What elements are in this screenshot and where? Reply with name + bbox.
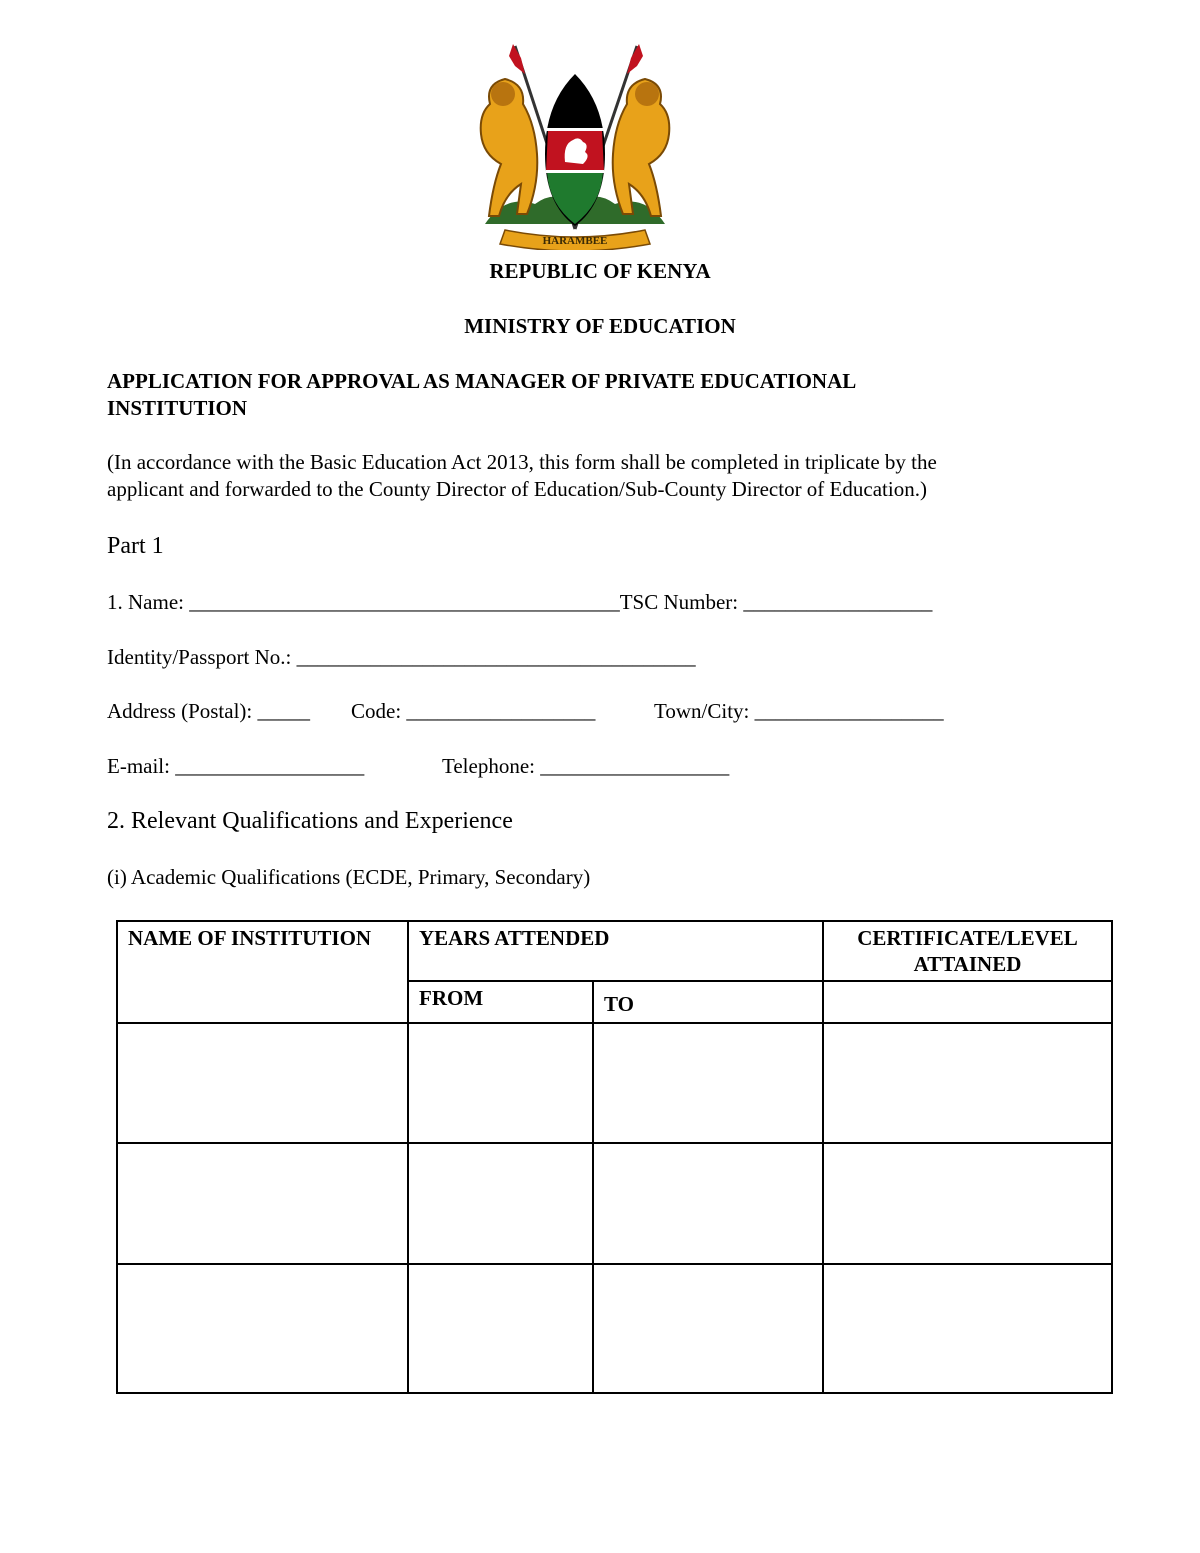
academic-qualifications-table <box>116 920 1113 1394</box>
cell-from[interactable] <box>408 1264 593 1393</box>
cell-institution[interactable] <box>117 1023 408 1143</box>
instructions-line-2: applicant and forwarded to the County Director of Education/Sub-County Director of Education.) <box>107 477 927 501</box>
cell-to[interactable] <box>593 1264 823 1393</box>
part-1-heading: Part 1 <box>107 533 164 559</box>
table-row <box>117 1143 1112 1264</box>
town-city-field[interactable]: Town/City: __________________ <box>654 699 944 723</box>
header-from: FROM <box>408 981 593 1023</box>
cell-to[interactable] <box>593 1023 823 1143</box>
qualifications-heading: 2. Relevant Qualifications and Experience <box>107 808 513 834</box>
ministry-heading: MINISTRY OF EDUCATION <box>464 314 736 338</box>
coat-of-arms-emblem <box>465 44 685 250</box>
telephone-field[interactable]: Telephone: __________________ <box>442 754 730 778</box>
header-certificate: CERTIFICATE/LEVEL ATTAINED <box>823 921 1112 981</box>
instructions-line-1: (In accordance with the Basic Education Act 2013, this form shall be completed in triplicate by the <box>107 450 937 474</box>
form-title-line-2: INSTITUTION <box>107 396 248 420</box>
form-title-line-1: APPLICATION FOR APPROVAL AS MANAGER OF PRIVATE EDUCATIONAL <box>107 369 857 393</box>
cell-certificate[interactable] <box>823 1264 1112 1393</box>
name-tsc-field[interactable]: 1. Name: _________________________________________TSC Number: __________________ <box>107 590 933 614</box>
table-header-row <box>117 921 1112 981</box>
header-institution: NAME OF INSTITUTION <box>117 921 408 1023</box>
header-to: TO <box>593 981 823 1023</box>
cell-from[interactable] <box>408 1143 593 1264</box>
header-certificate-blank <box>823 981 1112 1023</box>
cell-institution[interactable] <box>117 1264 408 1393</box>
identity-passport-field[interactable]: Identity/Passport No.: ______________________________________ <box>107 645 696 669</box>
cell-certificate[interactable] <box>823 1023 1112 1143</box>
address-postal-field[interactable]: Address (Postal): _____ <box>107 699 310 723</box>
republic-heading: REPUBLIC OF KENYA <box>489 259 711 283</box>
code-field[interactable]: Code: __________________ <box>351 699 596 723</box>
academic-qualifications-subheading: (i) Academic Qualifications (ECDE, Primary, Secondary) <box>107 865 591 889</box>
header-years-attended: YEARS ATTENDED <box>408 921 823 981</box>
cell-to[interactable] <box>593 1143 823 1264</box>
motto-text: HARAMBEE <box>542 235 608 247</box>
cell-certificate[interactable] <box>823 1143 1112 1264</box>
table-row <box>117 1023 1112 1143</box>
cell-from[interactable] <box>408 1023 593 1143</box>
email-field[interactable]: E-mail: __________________ <box>107 754 365 778</box>
cell-institution[interactable] <box>117 1143 408 1264</box>
table-row <box>117 1264 1112 1393</box>
